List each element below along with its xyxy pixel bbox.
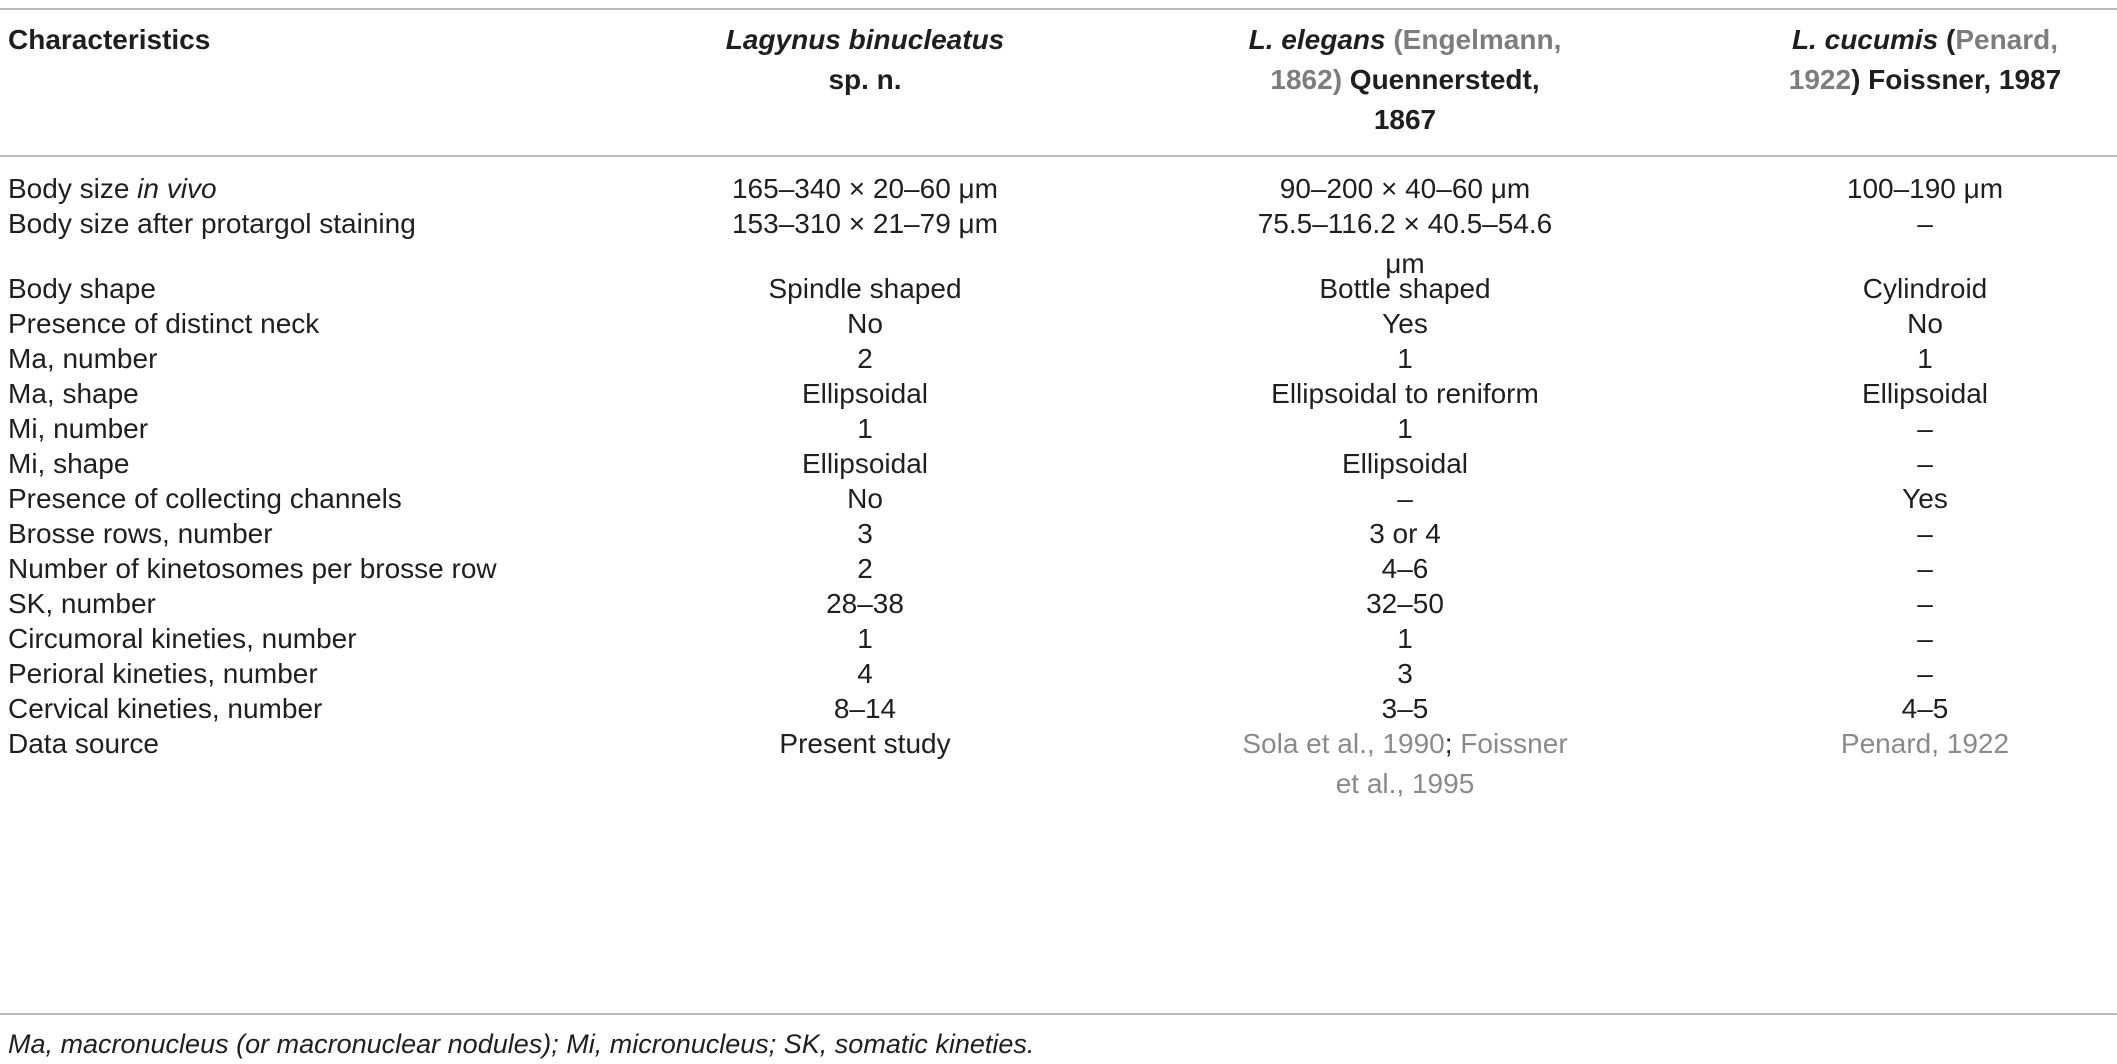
- cell-elegans: Sola et al., 1990; Foissner et al., 1995: [1242, 728, 1568, 799]
- cell-binucleatus: 3: [857, 518, 873, 549]
- cell-binucleatus: 8–14: [833, 693, 897, 724]
- cell-cucumis: –: [1917, 658, 1933, 689]
- row-label: Circumoral kineties, number: [8, 623, 357, 654]
- cell-binucleatus: 2: [857, 553, 873, 584]
- cell-binucleatus: 28–38: [826, 588, 904, 619]
- table-header-rule: [0, 155, 2117, 157]
- cell-cucumis: [1740, 724, 2110, 764]
- reference-link[interactable]: et al., 1995: [1335, 768, 1475, 799]
- table-row: [0, 169, 2117, 204]
- reference-link[interactable]: Sola et al., 1990: [1242, 728, 1445, 759]
- cell-cucumis: 1: [1917, 343, 1933, 374]
- table-row: [0, 374, 2117, 409]
- cell-elegans: 3 or 4: [1369, 518, 1441, 549]
- cell-binucleatus: 2: [857, 343, 873, 374]
- reference-link[interactable]: Penard, 1922: [1840, 728, 2010, 759]
- table-row: [0, 304, 2117, 339]
- cell-cucumis: –: [1917, 208, 1933, 239]
- cell-cucumis: Yes: [1902, 483, 1948, 514]
- header-lagynus-elegans: L. elegans (Engelmann, 1862) Quennerstedt, 1867: [1248, 24, 1562, 135]
- cell-elegans: 1: [1397, 413, 1413, 444]
- cell-elegans: Bottle shaped: [1319, 273, 1491, 304]
- row-label: Data source: [8, 728, 159, 759]
- reference-link[interactable]: Foissner: [1460, 728, 1568, 759]
- row-label: Cervical kineties, number: [8, 693, 323, 724]
- cell-binucleatus: 1: [857, 413, 873, 444]
- cell-cucumis: 100–190 μm: [1846, 173, 2004, 204]
- row-label: Number of kinetosomes per brosse row: [8, 553, 497, 584]
- cell-elegans: Yes: [1382, 308, 1428, 339]
- cell-cucumis: Cylindroid: [1862, 273, 1988, 304]
- row-label: Body size in vivo: [8, 173, 217, 204]
- header-characteristics: Characteristics: [8, 24, 211, 55]
- table-row: [0, 549, 2117, 584]
- table-bottom-rule: [0, 1013, 2117, 1015]
- row-label: Mi, number: [8, 413, 149, 444]
- cell-elegans: 3: [1397, 658, 1413, 689]
- table-row: [0, 514, 2117, 549]
- cell-binucleatus: No: [847, 308, 883, 339]
- cell-elegans: –: [1397, 483, 1413, 514]
- cell-cucumis: –: [1917, 518, 1933, 549]
- table-row: [0, 409, 2117, 444]
- table-row: [0, 339, 2117, 374]
- cell-elegans: 1: [1397, 343, 1413, 374]
- table-body: [0, 169, 2117, 799]
- cell-elegans: 3–5: [1381, 693, 1429, 724]
- table-header: [0, 20, 2117, 152]
- table-row: [0, 204, 2117, 279]
- cell-cucumis: –: [1917, 448, 1933, 479]
- cell-cucumis: 4–5: [1901, 693, 1949, 724]
- cell-binucleatus: No: [847, 483, 883, 514]
- table-row: [0, 619, 2117, 654]
- cell-binucleatus: 165–340 × 20–60 μm: [731, 173, 998, 204]
- table-row: [0, 654, 2117, 689]
- cell-elegans: 1: [1397, 623, 1413, 654]
- cell-elegans: 4–6: [1381, 553, 1429, 584]
- cell-binucleatus: Present study: [779, 728, 951, 759]
- row-label: Presence of collecting channels: [8, 483, 402, 514]
- row-label: Ma, shape: [8, 378, 139, 409]
- cell-binucleatus: Ellipsoidal: [801, 378, 929, 409]
- header-lagynus-cucumis: L. cucumis (Penard, 1922) Foissner, 1987: [1788, 24, 2062, 95]
- cell-binucleatus: 153–310 × 21–79 μm: [731, 208, 998, 239]
- table-row: [0, 724, 2117, 799]
- cell-elegans: 32–50: [1366, 588, 1444, 619]
- cell-binucleatus: 1: [857, 623, 873, 654]
- row-label: SK, number: [8, 588, 156, 619]
- table-row: [0, 584, 2117, 619]
- cell-cucumis: Ellipsoidal: [1861, 378, 1989, 409]
- cell-elegans: Ellipsoidal: [1341, 448, 1469, 479]
- row-label: Perioral kineties, number: [8, 658, 318, 689]
- cell-cucumis: –: [1917, 413, 1933, 444]
- cell-elegans: 75.5–116.2 × 40.5–54.6 μm: [1257, 208, 1553, 279]
- cell-binucleatus: Ellipsoidal: [801, 448, 929, 479]
- row-label: Mi, shape: [8, 448, 130, 479]
- cell-cucumis: –: [1917, 588, 1933, 619]
- table-top-rule: [0, 8, 2117, 10]
- cell-cucumis: –: [1917, 623, 1933, 654]
- row-label: Brosse rows, number: [8, 518, 273, 549]
- table-row: [0, 479, 2117, 514]
- cell-elegans: 90–200 × 40–60 μm: [1279, 173, 1531, 204]
- row-label: Presence of distinct neck: [8, 308, 320, 339]
- row-label: Body size after protargol staining: [8, 208, 416, 239]
- cell-cucumis: No: [1907, 308, 1943, 339]
- table-row: [0, 444, 2117, 479]
- header-lagynus-binucleatus: Lagynus binucleatus sp. n.: [725, 24, 1005, 95]
- row-label: Ma, number: [8, 343, 158, 374]
- cell-elegans: Ellipsoidal to reniform: [1271, 378, 1539, 409]
- table-footnote: Ma, macronucleus (or macronuclear nodules); Mi, micronucleus; SK, somatic kineties.: [8, 1029, 1035, 1059]
- cell-binucleatus: Spindle shaped: [768, 273, 962, 304]
- table-row: [0, 269, 2117, 304]
- table-row: [0, 689, 2117, 724]
- cell-binucleatus: 4: [857, 658, 873, 689]
- row-label: Body shape: [8, 273, 156, 304]
- cell-cucumis: –: [1917, 553, 1933, 584]
